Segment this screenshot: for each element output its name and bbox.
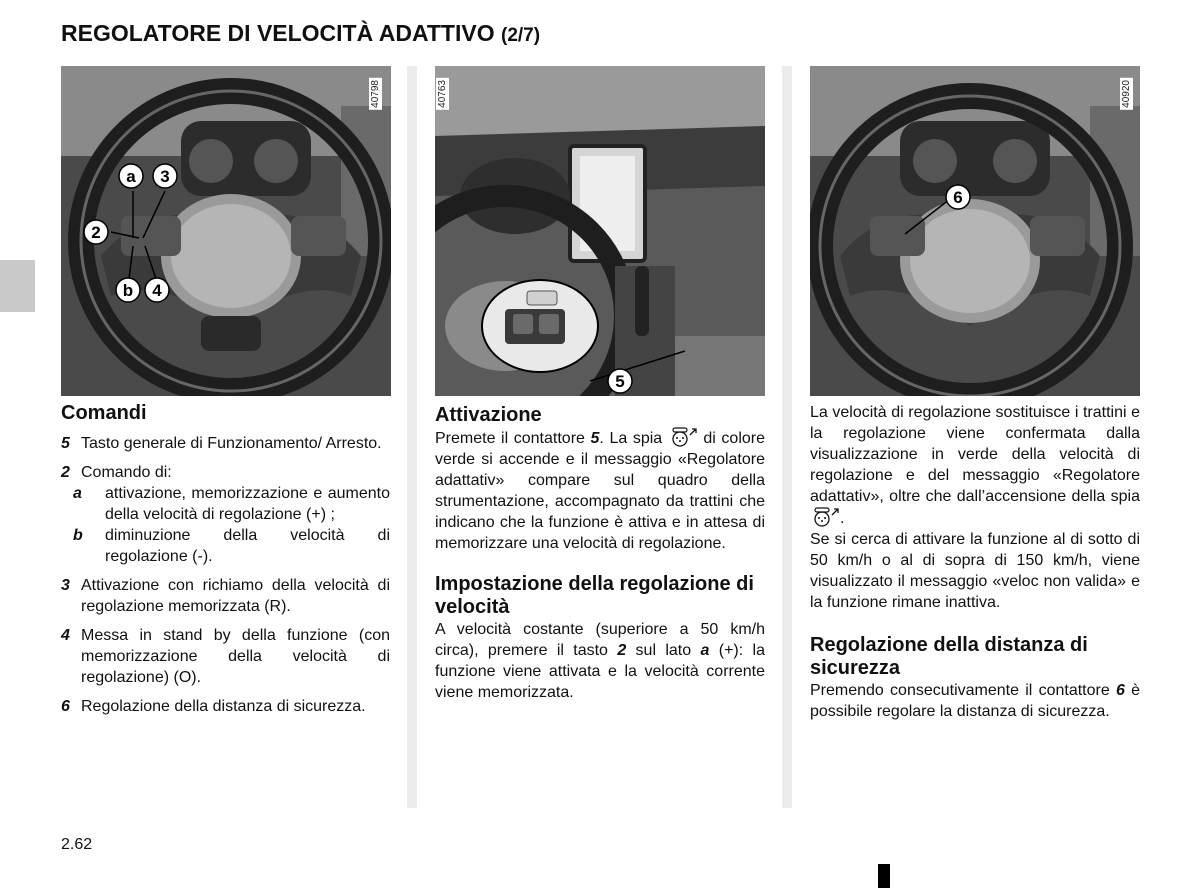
item-text: Attivazione con richiamo della velocità di regolazione memorizzata (R). xyxy=(81,577,390,615)
title-part: (2/7) xyxy=(501,25,541,46)
corner-mark xyxy=(878,864,890,888)
item-number: 3 xyxy=(61,577,70,594)
column-regulation xyxy=(810,402,1140,722)
regulation-paragraph xyxy=(810,402,1140,529)
callout-2: 2 xyxy=(91,223,101,242)
column-activation xyxy=(435,404,765,703)
heading-activation: Attivazione xyxy=(435,404,542,426)
text: Premendo consecutivamente il contattore xyxy=(810,682,1116,699)
figure-dashboard-switch xyxy=(435,66,765,396)
item-text: Comando di: xyxy=(81,464,172,481)
item-number: 5 xyxy=(61,435,70,452)
callout-5: 5 xyxy=(615,372,625,391)
column-controls xyxy=(61,402,390,725)
activation-paragraph xyxy=(435,427,765,554)
callout-3: 3 xyxy=(160,167,170,186)
text: A velocità costante (superiore a 50 km/h circa), premere il tasto xyxy=(435,621,765,659)
figure-distance-control xyxy=(810,66,1140,396)
ref-number: 5 xyxy=(590,430,600,447)
ref-number: 2 xyxy=(617,642,627,659)
figure-steering-wheel-controls xyxy=(61,66,391,396)
invalid-speed-paragraph: Se si cerca di attivare la funzione al di sotto di 50 km/h o al di sopra di 150 km/h, viene visualizzato il messaggio «veloc non valida» e la funzione rimane inattiva. xyxy=(810,531,1140,611)
item-letter: b xyxy=(73,527,83,544)
column-separator xyxy=(407,66,417,808)
item-text: diminuzione della velocità di regolazione (-). xyxy=(105,527,390,565)
item-text: Tasto generale di Funzionamento/ Arresto. xyxy=(81,435,382,452)
text: . xyxy=(840,510,845,527)
list-item xyxy=(61,462,390,483)
heading-controls: Comandi xyxy=(61,402,147,424)
page-number: 2.62 xyxy=(61,836,93,853)
speed-setting-paragraph xyxy=(435,619,765,703)
title-main: REGOLATORE DI VELOCITÀ ADATTIVO xyxy=(61,20,495,46)
list-item xyxy=(61,625,390,688)
list-item xyxy=(61,696,390,717)
list-item xyxy=(61,433,390,454)
text: è possibile regolare la distanza di sicurezza. xyxy=(810,682,1141,720)
item-text: Regolazione della distanza di sicurezza. xyxy=(81,698,366,715)
item-number: 6 xyxy=(61,698,70,715)
callout-a: a xyxy=(126,167,136,186)
callout-6: 6 xyxy=(953,188,963,207)
text: di colore verde si accende e il messaggio «Regolatore adattativ» compare sul quadro della strumentazione, accompagnato da trattini che indicano che la funzione è attiva e in attesa di memorizzare una velocità di regolazione. xyxy=(435,430,766,552)
text: sul lato xyxy=(626,642,701,659)
adaptive-cruise-lamp-icon xyxy=(668,427,698,447)
heading-safety-distance: Regolazione della distanza di sicurezza xyxy=(810,634,1088,679)
item-letter: a xyxy=(73,485,82,502)
callout-b: b xyxy=(122,281,134,300)
text: . La spia xyxy=(599,430,668,447)
column-separator xyxy=(782,66,792,808)
item-number: 4 xyxy=(61,627,70,644)
text: Premete il contattore xyxy=(435,430,591,447)
page-title xyxy=(61,20,540,47)
sub-list-item xyxy=(61,525,390,567)
ref-number: 6 xyxy=(1115,682,1125,699)
figure-code: 40798 xyxy=(370,80,381,108)
callout-4: 4 xyxy=(152,281,162,300)
text: La velocità di regolazione sostituisce i trattini e la regolazione viene confermata dalla visualizzazione in verde della velocità di regolazione e del messaggio «Regolatore adattativ», oltre che dall’accensione della spia xyxy=(810,404,1140,505)
ref-letter: a xyxy=(700,642,710,659)
list-item xyxy=(61,575,390,617)
safety-distance-paragraph xyxy=(810,680,1140,722)
chapter-tab xyxy=(0,260,35,312)
sub-list-item xyxy=(61,483,390,525)
figure-code: 40763 xyxy=(437,80,448,108)
item-text: Messa in stand by della funzione (con memorizzazione della velocità di regolazione) (O). xyxy=(81,627,390,686)
item-text: attivazione, memorizzazione e aumento della velocità di regolazione (+) ; xyxy=(105,485,390,523)
adaptive-cruise-lamp-icon xyxy=(810,507,840,527)
heading-speed-setting: Impostazione della regolazione di velocità xyxy=(435,573,754,618)
text: (+): la funzione viene attivata e la velocità corrente viene memorizzata. xyxy=(435,642,765,701)
figure-code: 40920 xyxy=(1121,80,1132,108)
item-number: 2 xyxy=(61,464,70,481)
